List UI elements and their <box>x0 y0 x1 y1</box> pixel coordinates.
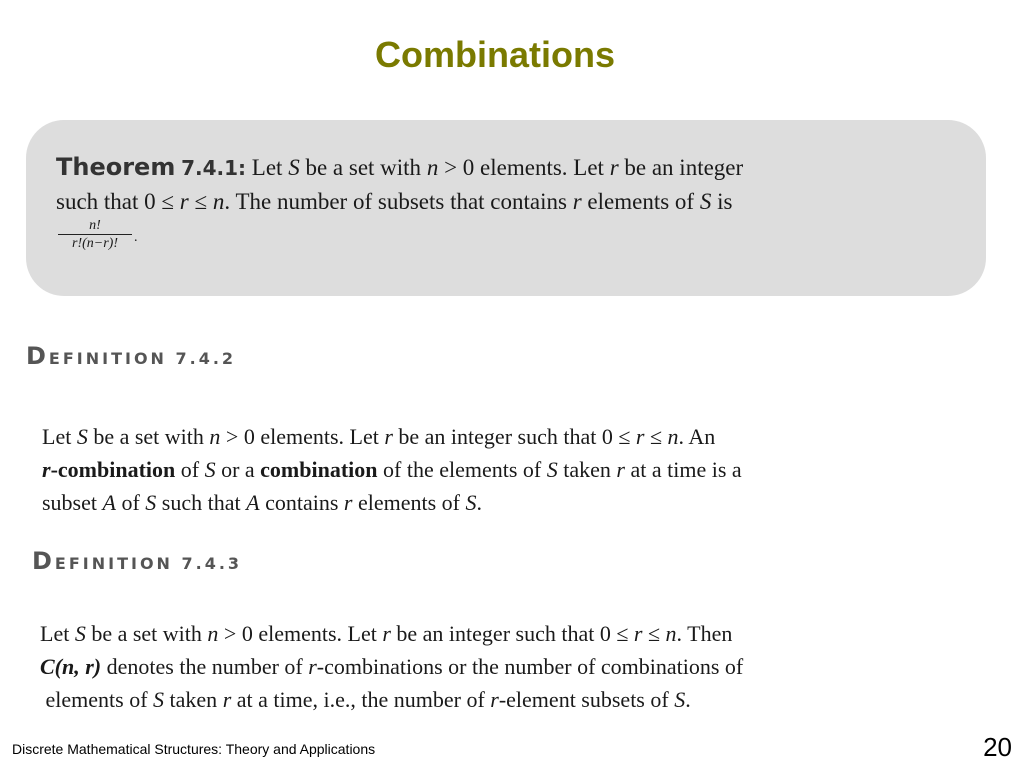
var-r: r <box>616 457 625 482</box>
theorem-text-seg: . The number of subsets that contains <box>224 189 573 214</box>
theorem-text <box>56 150 976 219</box>
var-r: r <box>308 654 317 679</box>
var-r: r <box>609 155 619 180</box>
def-seg: > 0 elements. Let <box>220 424 385 449</box>
def-seg: of <box>175 457 205 482</box>
bold-term-r-combination: -combination <box>50 457 176 482</box>
var-r: r <box>633 621 643 646</box>
heading-rest: EFINITION 7.4.2 <box>48 349 237 368</box>
var-s: S <box>465 490 477 515</box>
theorem-label: Theorem <box>56 153 176 181</box>
theorem-text-seg: be an integer <box>618 155 744 180</box>
def-seg: ≤ <box>644 424 668 449</box>
def-seg: . An <box>678 424 716 449</box>
def-seg: at a time, i.e., the number of <box>231 687 491 712</box>
def-seg: elements of <box>352 490 466 515</box>
heading-initial: D <box>26 342 49 370</box>
var-s: S <box>699 189 712 214</box>
def-seg: contains <box>259 490 344 515</box>
def-seg: > 0 elements. Let <box>218 621 383 646</box>
theorem-text-seg: is <box>711 189 733 214</box>
def-seg: . <box>685 687 691 712</box>
slide-title: Combinations <box>375 34 615 75</box>
var-s: S <box>546 457 558 482</box>
var-s: S <box>76 424 88 449</box>
var-s: S <box>74 621 86 646</box>
var-r: r <box>572 189 582 214</box>
def-seg: . Then <box>676 621 733 646</box>
var-n: n <box>426 155 439 180</box>
var-n: n <box>667 424 679 449</box>
def-seg: of the elements of <box>377 457 547 482</box>
var-r: r <box>384 424 393 449</box>
def-seg: denotes the number of <box>101 654 309 679</box>
var-r: r <box>635 424 645 449</box>
theorem-text-seg: > 0 elements. Let <box>438 155 610 180</box>
def-seg: -element subsets of <box>498 687 675 712</box>
def-seg: Let <box>40 621 75 646</box>
var-n: n <box>209 424 221 449</box>
page-number: 20 <box>983 732 1012 762</box>
theorem-text-seg: be a set with <box>299 155 427 180</box>
definition-heading-742 <box>26 342 236 370</box>
theorem-text-seg: ≤ <box>188 189 213 214</box>
var-s: S <box>153 687 165 712</box>
var-r: r <box>343 490 353 515</box>
bold-term-c-n-r: C(n, r) <box>40 654 102 679</box>
def-seg: Let <box>42 424 77 449</box>
def-seg: such that <box>156 490 247 515</box>
footer-book-title: Discrete Mathematical Structures: Theory and Applications <box>12 741 376 757</box>
heading-rest: EFINITION 7.4.3 <box>54 554 243 573</box>
var-s: S <box>674 687 686 712</box>
var-s: S <box>288 155 300 180</box>
def-seg: subset <box>42 490 103 515</box>
var-n: n <box>212 189 225 214</box>
var-n: n <box>207 621 219 646</box>
var-a: A <box>102 490 116 515</box>
var-s: S <box>145 490 157 515</box>
def-seg: elements of <box>45 687 154 712</box>
def-seg: at a time is a <box>624 457 742 482</box>
definition-text-743 <box>40 617 1000 716</box>
def-seg: of <box>115 490 146 515</box>
definition-heading-743 <box>32 547 242 575</box>
def-seg: -combinations or the number of combinations of <box>316 654 744 679</box>
var-a: A <box>246 490 260 515</box>
fraction-numerator: n! <box>58 218 132 235</box>
def-seg: . <box>476 490 482 515</box>
theorem-text-seg: Let <box>251 155 289 180</box>
bold-var-r: r <box>42 457 51 482</box>
bold-term-combination: combination <box>260 457 378 482</box>
theorem-text-seg: elements of <box>581 189 700 214</box>
def-seg: taken <box>164 687 223 712</box>
theorem-number: 7.4.1: <box>181 156 247 180</box>
fraction-period: . <box>134 230 138 245</box>
def-seg: taken <box>557 457 617 482</box>
var-n: n <box>665 621 677 646</box>
def-seg: be an integer such that 0 ≤ <box>390 621 634 646</box>
fraction-denominator: r!(n−r)! <box>72 236 118 251</box>
def-seg: be an integer such that 0 ≤ <box>392 424 636 449</box>
def-seg: or a <box>215 457 261 482</box>
var-r: r <box>222 687 232 712</box>
var-r: r <box>490 687 499 712</box>
theorem-text-seg: such that 0 ≤ <box>56 189 180 214</box>
def-seg: be a set with <box>85 621 208 646</box>
def-seg: be a set with <box>87 424 210 449</box>
var-r: r <box>179 189 189 214</box>
var-r: r <box>382 621 391 646</box>
heading-initial: D <box>32 547 55 575</box>
def-seg: ≤ <box>642 621 666 646</box>
theorem-fraction <box>58 218 132 253</box>
var-s: S <box>204 457 216 482</box>
definition-text-742 <box>42 420 1002 519</box>
